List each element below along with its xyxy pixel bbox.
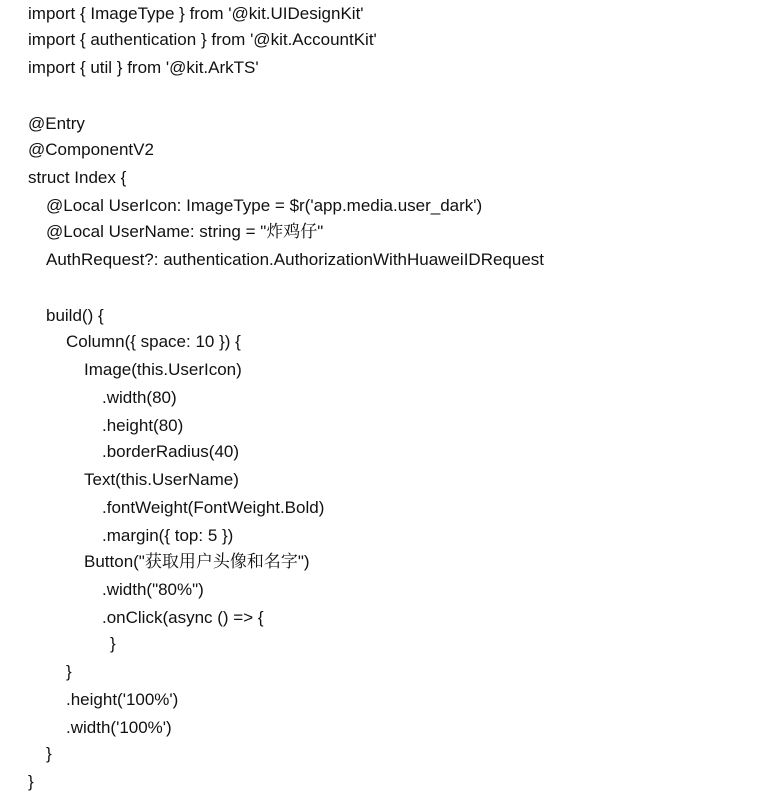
code-line: build() { xyxy=(46,306,104,325)
code-line: struct Index { xyxy=(28,168,127,187)
code-line: import { authentication } from '@kit.AccountKit' xyxy=(28,30,377,49)
code-line: .height('100%') xyxy=(66,690,179,709)
code-line: Column({ space: 10 }) { xyxy=(66,332,241,351)
code-line: } xyxy=(46,744,52,763)
code-line: @Local UserName: string = "炸鸡仔" xyxy=(46,222,324,241)
code-line: Image(this.UserIcon) xyxy=(84,360,242,379)
code-line: Text(this.UserName) xyxy=(84,470,239,489)
code-line: .height(80) xyxy=(102,416,184,435)
code-line: @ComponentV2 xyxy=(28,140,154,159)
code-line: } xyxy=(66,662,72,681)
code-line: .margin({ top: 5 }) xyxy=(102,526,234,545)
code-line: AuthRequest?: authentication.AuthorizationWithHuaweiIDRequest xyxy=(46,250,545,269)
code-line: .borderRadius(40) xyxy=(102,442,240,461)
code-line: .fontWeight(FontWeight.Bold) xyxy=(102,498,325,517)
code-line: Button("获取用户头像和名字") xyxy=(84,552,310,571)
code-line: .width(80) xyxy=(102,388,177,407)
code-line: .onClick(async () => { xyxy=(102,608,264,627)
code-line: @Local UserIcon: ImageType = $r('app.media.user_dark') xyxy=(46,196,483,215)
code-line: } xyxy=(28,772,34,791)
code-line: import { ImageType } from '@kit.UIDesignKit' xyxy=(28,4,364,23)
code-line: .width('100%') xyxy=(66,718,172,737)
code-line: } xyxy=(110,634,116,653)
code-line: @Entry xyxy=(28,114,85,133)
code-line: .width("80%") xyxy=(102,580,204,599)
code-line: import { util } from '@kit.ArkTS' xyxy=(28,58,259,77)
